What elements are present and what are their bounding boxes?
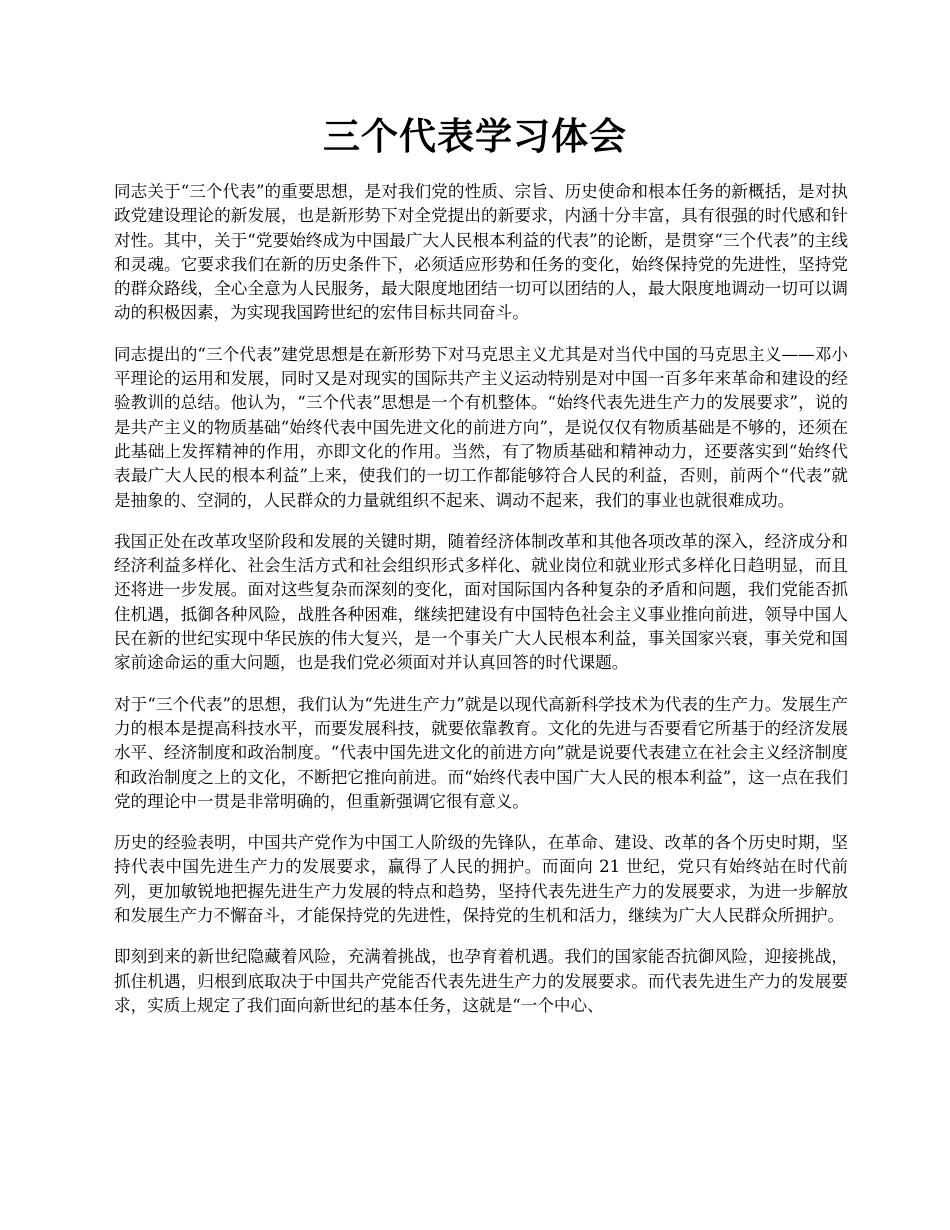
- paragraph-2: 同志提出的“三个代表”建党思想是在新形势下对马克思主义尤其是对当代中国的马克思主义——邓小平理论的运用和发展，同时又是对现实的国际共产主义运动特别是对中国一百多年来革命和建设的经验教训的总结。他认为，“三个代表”思想是一个有机整体。“始终代表先进生产力的发展要求”，说的是共产主义的物质基础“始终代表中国先进文化的前进方向”，是说仅仅有物质基础是不够的，还须在此基础上发挥精神的作用，亦即文化的作用。当然，有了物质基础和精神动力，还要落实到“始终代表最广大人民的根本利益”上来，使我们的一切工作都能够符合人民的利益，否则，前两个“代表”就是抽象的、空洞的，人民群众的力量就组织不起来、调动不起来，我们的事业也就很难成功。: [114, 344, 848, 510]
- document-body: [114, 180, 848, 1035]
- paragraph-1: 同志关于“三个代表”的重要思想，是对我们党的性质、宗旨、历史使命和根本任务的新概括，是对执政党建设理论的新发展，也是新形势下对全党提出的新要求，内涵十分丰富，具有很强的时代感和针对性。其中，关于“党要始终成为中国最广大人民根本利益的代表”的论断，是贯穿“三个代表”的主线和灵魂。它要求我们在新的历史条件下，必须适应形势和任务的变化，始终保持党的先进性，坚持党的群众路线，全心全意为人民服务，最大限度地团结一切可以团结的人，最大限度地调动一切可以调动的积极因素，为实现我国跨世纪的宏伟目标共同奋斗。: [114, 182, 848, 323]
- paragraph-6: 即刻到来的新世纪隐藏着风险，充满着挑战，也孕育着机遇。我们的国家能否抗御风险，迎接挑战，抓住机遇，归根到底取决于中国共产党能否代表先进生产力的发展要求。而代表先进生产力的发展要求，实质上规定了我们面向新世纪的基本任务，这就是“一个中心、: [114, 947, 848, 1015]
- paragraph-3: 我国正处在改革攻坚阶段和发展的关键时期，随着经济体制改革和其他各项改革的深入，经济成分和经济利益多样化、社会生活方式和社会组织形式多样化、就业岗位和就业形式多样化日趋明显，而且还将进一步发展。面对这些复杂而深刻的变化，面对国际国内各种复杂的矛盾和问题，我们党能否抓住机遇，抵御各种风险，战胜各种困难，继续把建设有中国特色社会主义事业推向前进，领导中国人民在新的世纪实现中华民族的伟大复兴，是一个事关广大人民根本利益，事关国家兴衰，事关党和国家前途命运的重大问题，也是我们党必须面对并认真回答的时代课题。: [114, 531, 848, 673]
- paragraph-5: 历史的经验表明，中国共产党作为中国工人阶级的先锋队，在革命、建设、改革的各个历史时期，坚持代表中国先进生产力的发展要求，赢得了人民的拥护。而面向 21 世纪，党只有始终站在时代前列，更加敏锐地把握先进生产力发展的特点和趋势，坚持代表先进生产力的发展要求，为进一步解放和发展生产力不懈奋斗，才能保持党的先进性，保持党的生机和活力，继续为广大人民群众所拥护。: [114, 833, 848, 926]
- document-title: 三个代表学习体会: [323, 114, 627, 158]
- paragraph-4: 对于“三个代表”的思想，我们认为“先进生产力”就是以现代高新科学技术为代表的生产力。发展生产力的根本是提高科技水平，而要发展科技，就要依靠教育。文化的先进与否要看它所基于的经济发展水平、经济制度和政治制度。“代表中国先进文化的前进方向”就是说要代表建立在社会主义经济制度和政治制度之上的文化，不断把它推向前进。而“始终代表中国广大人民的根本利益”，这一点在我们党的理论中一贯是非常明确的，但重新强调它很有意义。: [114, 694, 848, 811]
